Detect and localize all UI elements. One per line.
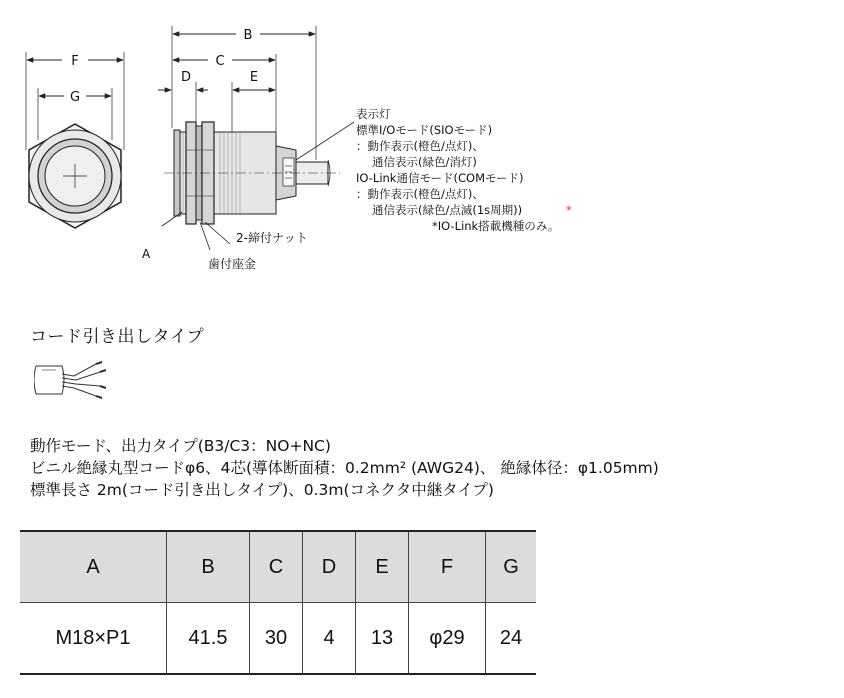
indicator-note-3: 通信表示(緑色/消灯) (372, 155, 477, 169)
table-header: D (303, 531, 356, 603)
sensor-dimension-drawing (0, 0, 844, 300)
dimension-table (20, 530, 536, 675)
indicator-note-7: *IO-Link搭載機種のみ。 (432, 219, 560, 233)
dim-label-d: D (180, 70, 192, 85)
table-row (20, 603, 536, 675)
table-header: G (486, 531, 537, 603)
table-cell: 30 (250, 603, 303, 675)
indicator-note-5: ：動作表示(橙色/点灯)、 (356, 187, 484, 201)
table-cell: φ29 (409, 603, 486, 675)
section-title: コード引き出しタイプ (30, 327, 205, 347)
indicator-note-1: 標準I/Oモード(SIOモード) (356, 123, 493, 137)
table-cell: M18×P1 (20, 603, 167, 675)
callout-a: A (142, 247, 151, 261)
table-header: C (250, 531, 303, 603)
cable-end-icon (34, 358, 114, 404)
dim-label-b: B (243, 28, 253, 43)
table-cell: 13 (356, 603, 409, 675)
spec-line-output: 動作モード、出力タイプ(B3/C3：NO+NC) (30, 437, 331, 455)
table-cell: 4 (303, 603, 356, 675)
indicator-note-4: IO-Link通信モード(COMモード) (356, 171, 524, 185)
dim-label-f: F (71, 54, 79, 69)
spec-line-cable: ビニル絶縁丸型コードφ6、4芯(導体断面積：0.2mm² (AWG24)、 絶縁体径：φ1.05mm) (30, 459, 659, 477)
table-cell: 41.5 (167, 603, 250, 675)
dim-label-g: G (69, 90, 81, 105)
dim-label-e: E (249, 70, 259, 85)
callout-nut: 2-締付ナット (236, 231, 308, 245)
table-header: E (356, 531, 409, 603)
indicator-note-6: 通信表示(緑色/点滅(1s周期)) (372, 203, 523, 217)
table-cell: 24 (486, 603, 537, 675)
indicator-note-asterisk: * (566, 203, 572, 217)
spec-line-length: 標準長さ 2m(コード引き出しタイプ)、0.3m(コネクタ中継タイプ) (30, 481, 494, 499)
table-header: B (167, 531, 250, 603)
callout-washer: 歯付座金 (208, 257, 257, 271)
table-header: F (409, 531, 486, 603)
indicator-note-2: ：動作表示(橙色/点灯)、 (356, 139, 484, 153)
table-header: A (20, 531, 167, 603)
dim-label-c: C (215, 54, 225, 69)
table-header-row (20, 531, 536, 603)
indicator-note-0: 表示灯 (356, 107, 391, 121)
